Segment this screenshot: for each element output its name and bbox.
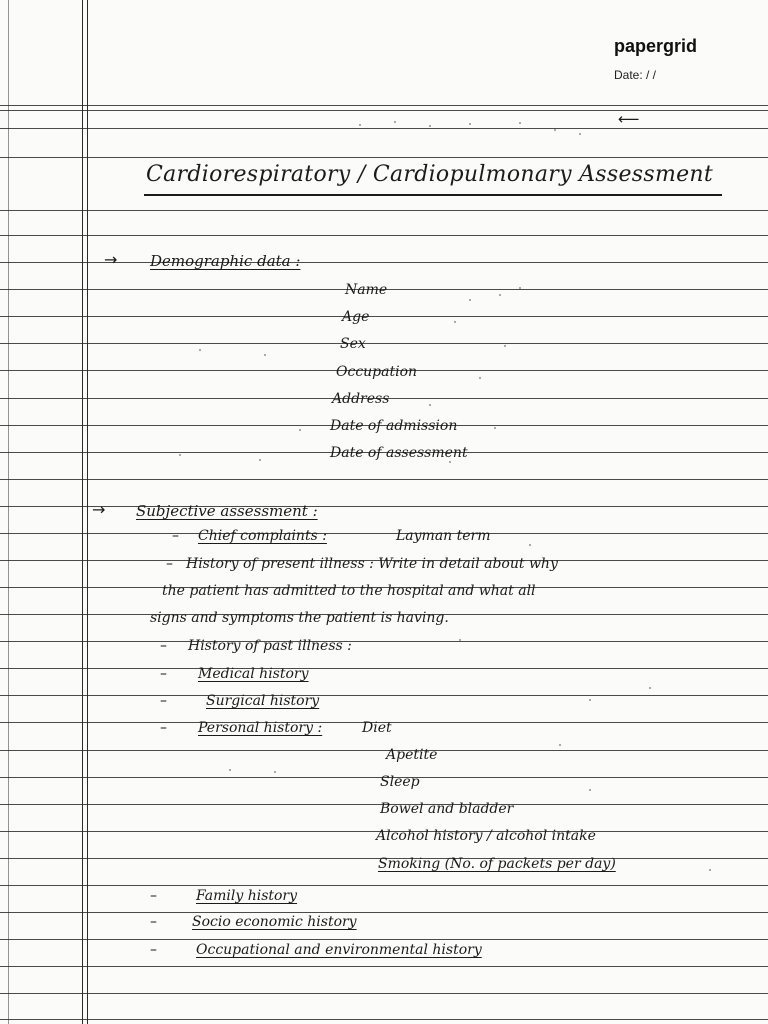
chief-complaints-label: Chief complaints : (198, 528, 327, 544)
surgical-history: Surgical history (206, 693, 320, 709)
brand-logo-text: papergrid (614, 36, 698, 56)
personal-history-label: Personal history : (198, 720, 323, 736)
personal-apetite: Apetite (386, 747, 438, 763)
demographic-heading: Demographic data : (150, 252, 301, 270)
personal-bowel-bladder: Bowel and bladder (380, 801, 514, 817)
occupational-history: Occupational and environmental history (196, 942, 482, 958)
title-underline (144, 194, 722, 196)
left-arrow-icon: ⟵ (618, 110, 640, 128)
page-title: Cardiorespiratory / Cardiopulmonary Assessment (146, 162, 714, 187)
bullet-dash: – (160, 638, 167, 654)
bullet-dash: – (160, 693, 167, 709)
bullet-dash: – (166, 556, 173, 572)
hpi-line-3: signs and symptoms the patient is having. (150, 610, 449, 626)
right-arrow-icon: → (92, 500, 106, 519)
socio-economic-history: Socio economic history (192, 914, 357, 930)
personal-alcohol: Alcohol history / alcohol intake (376, 828, 596, 844)
bullet-dash: – (160, 666, 167, 682)
field-age: Age (342, 309, 370, 325)
subjective-heading: Subjective assessment : (136, 502, 318, 520)
bullet-dash: – (150, 914, 157, 930)
field-name: Name (345, 282, 388, 298)
personal-smoking: Smoking (No. of packets per day) (378, 856, 616, 872)
hpi-line-1: History of present illness : Write in detail about why (186, 556, 558, 572)
bullet-dash: – (150, 888, 157, 904)
field-date-of-admission: Date of admission (330, 418, 458, 434)
personal-sleep: Sleep (380, 774, 420, 790)
bullet-dash: – (160, 720, 167, 736)
personal-diet: Diet (362, 720, 392, 736)
chief-complaints-value: Layman term (396, 528, 491, 544)
bullet-dash: – (150, 942, 157, 958)
field-date-of-assessment: Date of assessment (330, 445, 468, 461)
bullet-dash: – (172, 528, 179, 544)
date-field: Date: / / (614, 68, 657, 82)
field-address: Address (332, 391, 390, 407)
field-occupation: Occupation (336, 364, 418, 380)
medical-history: Medical history (198, 666, 309, 682)
family-history: Family history (196, 888, 298, 904)
past-illness: History of past illness : (188, 638, 352, 654)
right-arrow-icon: → (104, 250, 118, 269)
hpi-line-2: the patient has admitted to the hospital and what all (162, 583, 536, 599)
field-sex: Sex (340, 336, 366, 352)
